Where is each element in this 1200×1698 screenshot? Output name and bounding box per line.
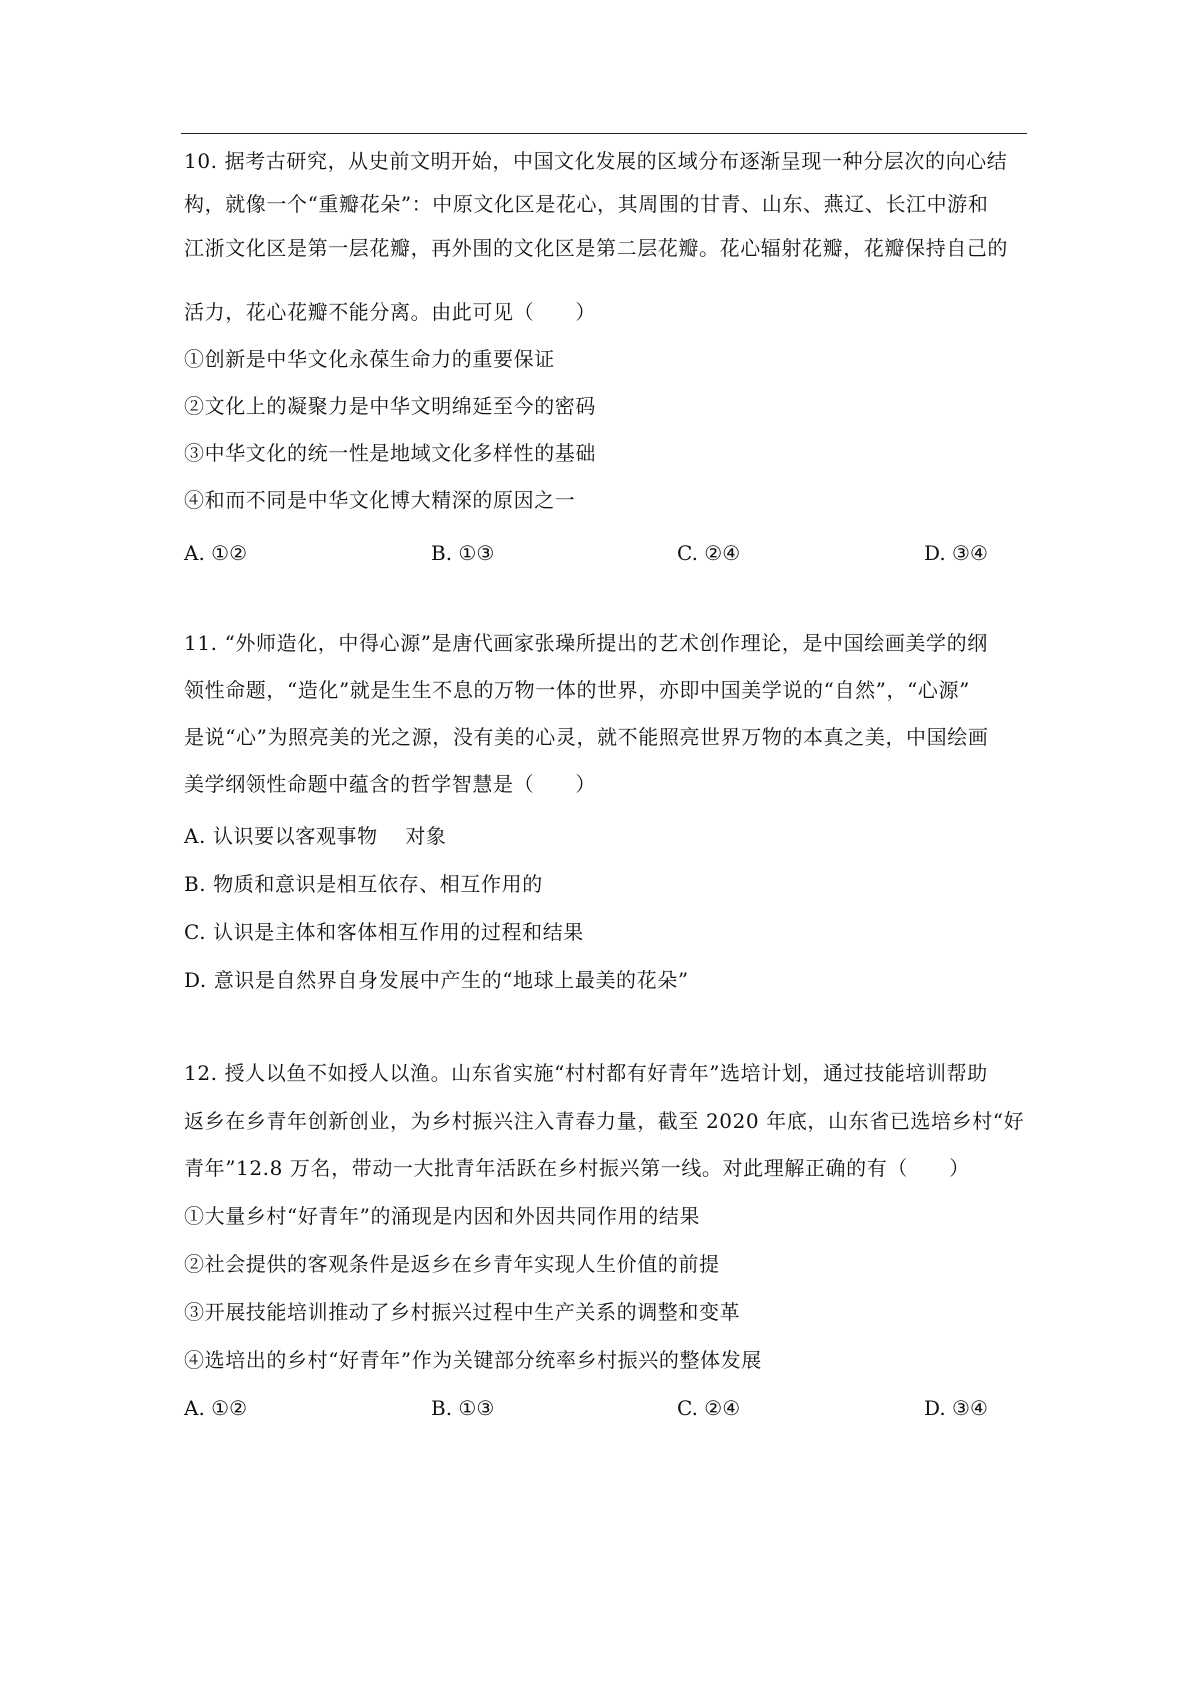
q10-choice-a: A. ①② <box>184 541 248 565</box>
q11-option-b: B. 物质和意识是相互依存、相互作用的 <box>184 872 543 896</box>
q10-stem-line-4: 活力，花心花瓣不能分离。由此可见（ ） <box>184 300 596 324</box>
q12-statement-3: ③开展技能培训推动了乡村振兴过程中生产关系的调整和变革 <box>184 1300 741 1324</box>
q11-stem-line-2: 领性命题，“造化”就是生生不息的万物一体的世界，亦即中国美学说的“自然”，“心源” <box>184 678 970 702</box>
q10-statement-2: ②文化上的凝聚力是中华文明绵延至今的密码 <box>184 394 596 418</box>
q12-statement-4: ④选培出的乡村“好青年”作为关键部分统率乡村振兴的整体发展 <box>184 1348 762 1372</box>
q12-choice-d: D. ③④ <box>924 1396 988 1420</box>
q12-statement-1: ①大量乡村“好青年”的涌现是内因和外因共同作用的结果 <box>184 1204 701 1228</box>
q12-statement-2: ②社会提供的客观条件是返乡在乡青年实现人生价值的前提 <box>184 1252 720 1276</box>
q12-stem-line-2: 返乡在乡青年创新创业，为乡村振兴注入青春力量，截至 2020 年底，山东省已选培乡村“好 <box>184 1109 1025 1133</box>
q10-statement-3: ③中华文化的统一性是地域文化多样性的基础 <box>184 441 596 465</box>
q12-choice-b: B. ①③ <box>431 1396 495 1420</box>
q10-choice-d: D. ③④ <box>924 541 988 565</box>
q11-option-d: D. 意识是自然界自身发展中产生的“地球上最美的花朵” <box>184 968 689 992</box>
q10-choice-b: B. ①③ <box>431 541 495 565</box>
q12-stem-line-1: 12. 授人以鱼不如授人以渔。山东省实施“村村都有好青年”选培计划，通过技能培训帮助 <box>184 1061 988 1085</box>
q12-choice-c: C. ②④ <box>677 1396 741 1420</box>
q11-stem-line-1: 11. “外师造化，中得心源”是唐代画家张璪所提出的艺术创作理论，是中国绘画美学的纲 <box>184 631 988 655</box>
q10-statement-4: ④和而不同是中华文化博大精深的原因之一 <box>184 488 576 512</box>
q12-stem-line-3: 青年”12.8 万名，带动一大批青年活跃在乡村振兴第一线。对此理解正确的有（ ） <box>184 1156 970 1180</box>
q10-stem-line-3: 江浙文化区是第一层花瓣，再外围的文化区是第二层花瓣。花心辐射花瓣，花瓣保持自己的 <box>184 236 1008 260</box>
q10-stem-line-2: 构，就像一个“重瓣花朵”：中原文化区是花心，其周围的甘青、山东、燕辽、长江中游和 <box>184 192 989 216</box>
q11-option-c: C. 认识是主体和客体相互作用的过程和结果 <box>184 920 584 944</box>
q10-stem-line-1: 10. 据考古研究，从史前文明开始，中国文化发展的区域分布逐渐呈现一种分层次的向心结 <box>184 149 1008 173</box>
q10-statement-1: ①创新是中华文化永葆生命力的重要保证 <box>184 347 555 371</box>
q12-choice-a: A. ①② <box>184 1396 248 1420</box>
header-rule <box>181 133 1027 134</box>
q10-choice-c: C. ②④ <box>677 541 741 565</box>
q11-option-a: A. 认识要以客观事物 对象 <box>184 824 447 848</box>
q11-stem-line-4: 美学纲领性命题中蕴含的哲学智慧是（ ） <box>184 772 596 796</box>
q11-stem-line-3: 是说“心”为照亮美的光之源，没有美的心灵，就不能照亮世界万物的本真之美，中国绘画 <box>184 725 989 749</box>
